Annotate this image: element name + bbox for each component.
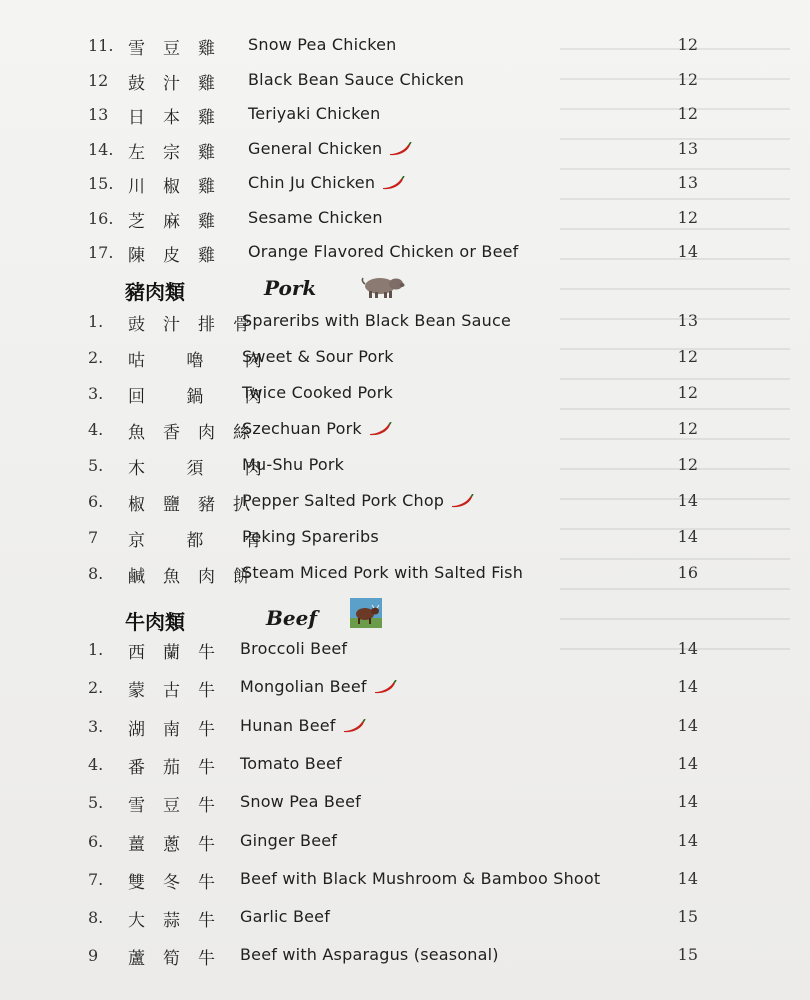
item-price: 12: [677, 35, 698, 54]
item-number: 8.: [88, 908, 104, 928]
item-number: 2.: [88, 348, 104, 367]
pig-icon: [358, 272, 406, 300]
item-price: 14: [677, 242, 698, 261]
item-price: 14: [677, 639, 698, 658]
item-chinese-name: 川椒雞: [128, 177, 233, 197]
item-english-name: Hunan Beef: [240, 715, 336, 735]
item-chinese-name: 雪豆牛: [128, 796, 233, 817]
item-price: 12: [677, 69, 698, 89]
chili-pepper-icon: [450, 494, 474, 508]
menu-item: [0, 526, 810, 556]
item-price: 12: [677, 207, 698, 227]
item-english-name: Ginger Beef: [240, 830, 338, 850]
item-number: 1.: [88, 640, 104, 659]
item-english-name: Broccoli Beef: [240, 639, 348, 658]
item-number: 6.: [88, 831, 104, 851]
item-english-name: Spareribs with Black Bean Sauce: [242, 311, 511, 330]
menu-item: [0, 34, 810, 64]
chili-pepper-icon: [368, 422, 392, 436]
item-chinese-name: 木 須 肉: [128, 459, 280, 479]
item-chinese-name: 日本雞: [128, 108, 233, 128]
item-english-name: Peking Spareribs: [242, 527, 379, 546]
item-english-name: Sweet & Sour Pork: [242, 347, 394, 366]
item-number: 3.: [88, 384, 104, 403]
item-number: 3.: [88, 716, 104, 736]
item-number: 12: [88, 70, 109, 90]
menu-item: [0, 562, 810, 592]
item-english-name: Orange Flavored Chicken or Beef: [248, 242, 519, 261]
item-price: 16: [677, 563, 698, 582]
menu-item: [0, 676, 810, 706]
item-number: 7.: [88, 869, 104, 889]
item-price: 15: [677, 945, 698, 965]
item-price: 14: [677, 715, 698, 735]
item-english-name: Teriyaki Chicken: [248, 104, 381, 123]
item-english-name: Steam Miced Pork with Salted Fish: [242, 563, 524, 582]
menu-item: [0, 490, 810, 520]
item-number: 1.: [88, 312, 104, 331]
pork-section-title: Pork: [264, 276, 317, 300]
item-price: 14: [677, 491, 698, 510]
item-english-name: Sesame Chicken: [248, 207, 383, 227]
item-price: 12: [677, 104, 698, 123]
menu-item: [0, 753, 810, 783]
menu-item: [0, 310, 810, 340]
menu-item: [0, 791, 810, 821]
item-number: 8.: [88, 564, 104, 583]
item-chinese-name: 鼓汁雞: [128, 73, 233, 94]
item-price: 14: [677, 792, 698, 812]
menu-item: [0, 207, 810, 237]
item-chinese-name: 陳皮雞: [128, 246, 233, 266]
menu-item: [0, 868, 810, 898]
item-chinese-name: 湖南牛: [128, 719, 233, 740]
item-chinese-name: 蘆筍牛: [128, 949, 233, 970]
item-number: 9: [88, 946, 99, 966]
menu-item: [0, 103, 810, 133]
item-english-name: Tomato Beef: [240, 753, 342, 773]
item-price: 13: [677, 311, 698, 330]
item-price: 14: [677, 527, 698, 546]
menu-item: [0, 715, 810, 745]
cow-icon: [350, 598, 382, 628]
item-number: 5.: [88, 793, 104, 813]
menu-item: [0, 346, 810, 376]
item-chinese-name: 椒鹽豬扒: [128, 495, 268, 515]
item-number: 13: [88, 105, 109, 124]
menu-item: [0, 241, 810, 271]
item-chinese-name: 雪豆雞: [128, 39, 233, 59]
item-english-name: Pepper Salted Pork Chop: [242, 491, 445, 510]
item-chinese-name: 魚香肉絲: [128, 423, 268, 443]
item-chinese-name: 番茄牛: [128, 757, 233, 778]
item-english-name: Garlic Beef: [240, 907, 331, 927]
item-price: 12: [677, 383, 698, 402]
menu-item: [0, 638, 810, 668]
menu-item: [0, 382, 810, 412]
menu-item: [0, 69, 810, 99]
item-number: 6.: [88, 492, 104, 511]
item-chinese-name: 大蒜牛: [128, 911, 233, 932]
item-english-name: Mongolian Beef: [240, 677, 367, 697]
item-english-name: Szechuan Pork: [242, 419, 362, 438]
menu-item: [0, 418, 810, 448]
beef-section-header: [0, 606, 810, 640]
item-english-name: Beef with Black Mushroom & Bamboo Shoot: [240, 868, 601, 888]
item-price: 12: [677, 347, 698, 366]
item-chinese-name: 豉汁排骨: [128, 315, 268, 335]
item-chinese-name: 雙冬牛: [128, 872, 233, 893]
menu-item: [0, 830, 810, 860]
item-number: 17.: [88, 243, 114, 262]
pork-section-header: [0, 276, 810, 310]
item-chinese-name: 回 鍋 肉: [128, 387, 280, 407]
item-number: 4.: [88, 420, 104, 439]
item-price: 15: [677, 907, 698, 927]
item-english-name: Snow Pea Chicken: [248, 35, 397, 54]
item-chinese-name: 西蘭牛: [128, 643, 233, 663]
beef-section-chinese: 牛肉類: [125, 610, 185, 634]
item-price: 13: [677, 138, 698, 158]
chili-pepper-icon: [373, 680, 397, 694]
item-number: 14.: [88, 139, 114, 159]
item-number: 15.: [88, 174, 114, 193]
pork-section-chinese: 豬肉類: [125, 280, 185, 304]
item-english-name: Beef with Asparagus (seasonal): [240, 945, 499, 965]
item-chinese-name: 京 都 骨: [128, 531, 280, 551]
item-number: 16.: [88, 208, 114, 228]
chili-pepper-icon: [381, 176, 405, 190]
item-english-name: Mu-Shu Pork: [242, 455, 345, 474]
item-number: 7: [88, 528, 99, 547]
chili-pepper-icon: [342, 719, 366, 733]
item-chinese-name: 鹹魚肉餅: [128, 567, 268, 587]
item-english-name: Black Bean Sauce Chicken: [248, 69, 465, 89]
item-number: 2.: [88, 678, 104, 698]
chili-pepper-icon: [388, 142, 412, 156]
item-number: 4.: [88, 754, 104, 774]
menu-item: [0, 138, 810, 168]
menu-item: [0, 906, 810, 936]
item-price: 14: [677, 830, 698, 850]
item-price: 12: [677, 419, 698, 438]
item-english-name: Twice Cooked Pork: [242, 383, 394, 402]
item-price: 14: [677, 677, 698, 697]
menu-item: [0, 172, 810, 202]
item-chinese-name: 芝麻雞: [128, 211, 233, 232]
item-english-name: Snow Pea Beef: [240, 792, 361, 812]
menu-item: [0, 944, 810, 974]
item-price: 14: [677, 753, 698, 773]
item-chinese-name: 蒙古牛: [128, 681, 233, 702]
item-number: 5.: [88, 456, 104, 475]
item-english-name: Chin Ju Chicken: [248, 173, 376, 192]
item-price: 13: [677, 173, 698, 192]
item-number: 11.: [88, 36, 114, 55]
menu-item: [0, 454, 810, 484]
item-price: 12: [677, 455, 698, 474]
item-chinese-name: 薑蔥牛: [128, 834, 233, 855]
item-chinese-name: 左宗雞: [128, 142, 233, 163]
beef-section-title: Beef: [266, 606, 317, 630]
item-english-name: General Chicken: [248, 138, 383, 158]
item-price: 14: [677, 868, 698, 888]
item-chinese-name: 咕 嚕 肉: [128, 351, 280, 371]
